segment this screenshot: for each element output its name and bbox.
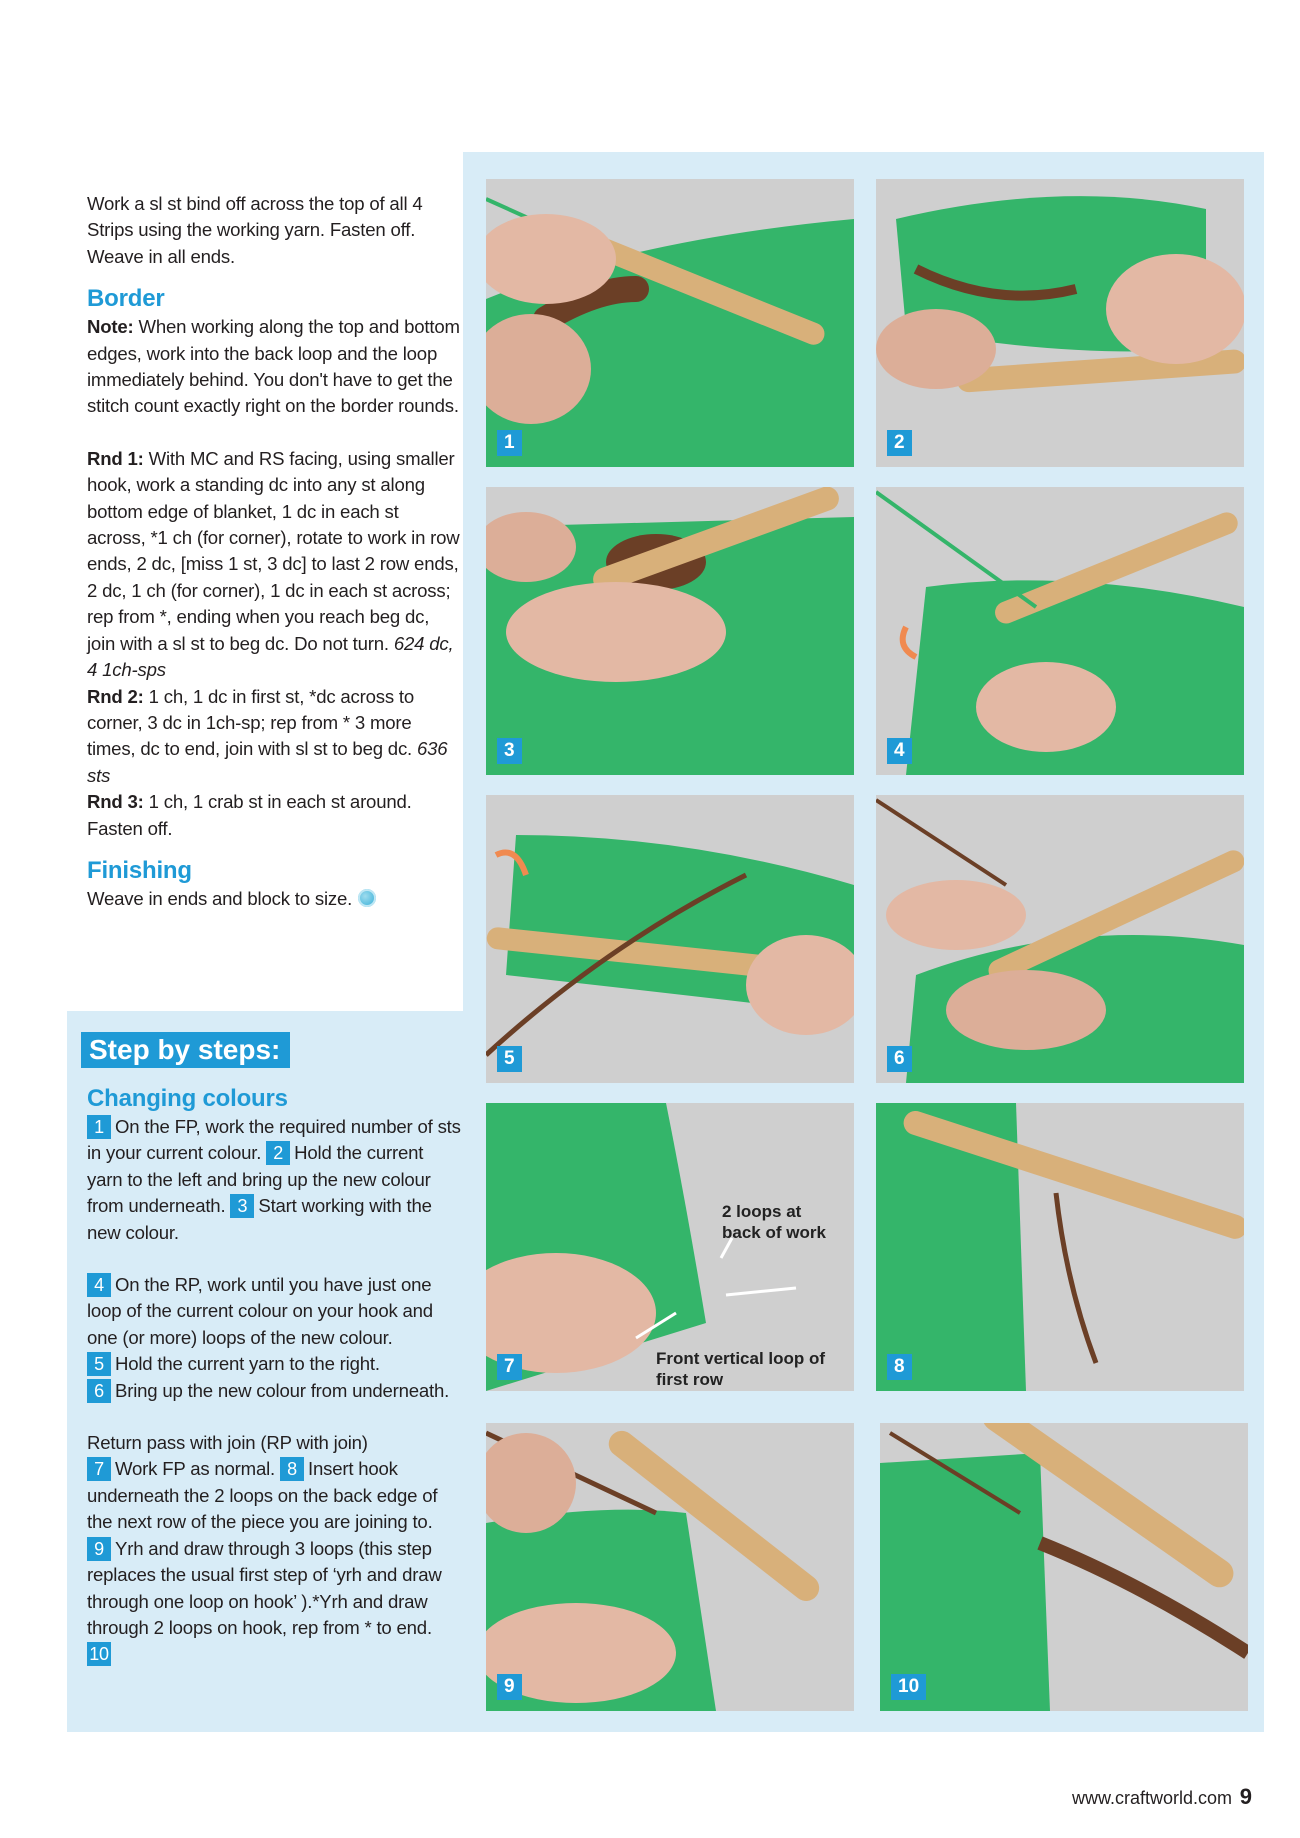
step-photo-3 bbox=[486, 487, 854, 775]
crochet-photo-illustration bbox=[486, 179, 854, 467]
step-photo-9 bbox=[486, 1423, 854, 1711]
step-photo-1 bbox=[486, 179, 854, 467]
crochet-photo-illustration bbox=[486, 1423, 854, 1711]
step-number-badge: 1 bbox=[87, 1115, 111, 1139]
crochet-photo-illustration bbox=[876, 1103, 1244, 1391]
yarn-ball-icon bbox=[358, 889, 376, 907]
step-number-badge: 3 bbox=[230, 1194, 254, 1218]
step-photo-4 bbox=[876, 487, 1244, 775]
steps-text-column bbox=[87, 1084, 462, 1668]
step-photo-6 bbox=[876, 795, 1244, 1083]
step-number-badge: 5 bbox=[87, 1352, 111, 1376]
step-number-badge: 8 bbox=[280, 1457, 304, 1481]
crochet-photo-illustration bbox=[486, 487, 854, 775]
callout-front-vertical-loop: Front vertical loop of first row bbox=[656, 1349, 826, 1389]
steps-paragraph-1: 1 On the FP, work the required number of sts in your current colour. 2 Hold the current yarn to the left and bring up the new colour from underneath. 3 Start working with the new colour. bbox=[87, 1116, 461, 1243]
step-number-badge: 6 bbox=[87, 1379, 111, 1403]
step-photo-10 bbox=[880, 1423, 1248, 1711]
round-3: Rnd 3: 1 ch, 1 crab st in each st around. Fasten off. bbox=[87, 791, 412, 839]
steps-paragraph-2: 4 On the RP, work until you have just one loop of the current colour on your hook and one (or more) loops of the new colour. 5 Hold the current yarn to the right. 6 Bring up the new colour from underneath. bbox=[87, 1274, 450, 1401]
intro-paragraph: Work a sl st bind off across the top of all 4 Strips using the working yarn. Fasten off. Weave in all ends. bbox=[87, 193, 423, 267]
step-photo-2 bbox=[876, 179, 1244, 467]
footer-url: www.craftworld.com bbox=[1071, 1788, 1232, 1808]
steps-paragraph-3: 7 Work FP as normal. 8 Insert hook underneath the 2 loops on the back edge of the next row of the piece you are joining to. 9 Yrh and draw through 3 loops (this step replaces the usual first step of ‘yrh and draw through one loop on hook’ ).*Yrh and draw through 2 loops on hook, rep from * to end. 10 bbox=[87, 1458, 442, 1665]
step-photo-8 bbox=[876, 1103, 1244, 1391]
pattern-text-column bbox=[87, 191, 462, 912]
finishing-text: Weave in ends and block to size. bbox=[87, 886, 462, 912]
finishing-heading: Finishing bbox=[87, 856, 192, 884]
steps-title: Step by steps: bbox=[81, 1032, 290, 1068]
photo-number-badge: 5 bbox=[497, 1046, 522, 1072]
photo-number-badge: 7 bbox=[497, 1354, 522, 1380]
crochet-photo-illustration bbox=[876, 795, 1244, 1083]
step-number-badge: 4 bbox=[87, 1273, 111, 1297]
step-number-badge: 7 bbox=[87, 1457, 111, 1481]
photo-number-badge: 3 bbox=[497, 738, 522, 764]
photo-number-badge: 10 bbox=[891, 1674, 926, 1700]
callout-back-loops: 2 loops at back of work bbox=[722, 1202, 826, 1242]
photo-number-badge: 4 bbox=[887, 738, 912, 764]
border-note: Note: When working along the top and bottom edges, work into the back loop and the loop immediately behind. You don't have to get the stitch count exactly right on the border rounds. bbox=[87, 316, 460, 417]
border-heading: Border bbox=[87, 285, 165, 313]
round-1: Rnd 1: With MC and RS facing, using smaller hook, work a standing dc into any st along bottom edge of blanket, 1 dc in each st across, *1 ch (for corner), rotate to work in row ends, 2 dc, [miss 1 st, 3 dc] to last 2 row ends, 2 dc, 1 ch (for corner), 1 dc in each st across; rep from *, ending when you reach beg dc, join with a sl st to beg dc. Do not turn. 624 dc, 4 1ch-sps bbox=[87, 447, 460, 681]
steps-paragraph-3-intro: Return pass with join (RP with join) bbox=[87, 1432, 368, 1454]
round-2: Rnd 2: 1 ch, 1 dc in first st, *dc across to corner, 3 dc in 1ch-sp; rep from * 3 more times, dc to end, join with sl st to beg dc. 636 sts bbox=[87, 685, 448, 786]
changing-colours-heading: Changing colours bbox=[87, 1085, 288, 1112]
photo-number-badge: 8 bbox=[887, 1354, 912, 1380]
crochet-photo-illustration bbox=[876, 487, 1244, 775]
photo-number-badge: 6 bbox=[887, 1046, 912, 1072]
crochet-photo-illustration bbox=[486, 795, 854, 1083]
photo-number-badge: 1 bbox=[497, 430, 522, 456]
step-number-badge: 9 bbox=[87, 1537, 111, 1561]
page-number: 9 bbox=[1239, 1784, 1252, 1809]
step-photo-5 bbox=[486, 795, 854, 1083]
photo-number-badge: 9 bbox=[497, 1674, 522, 1700]
crochet-photo-illustration bbox=[880, 1423, 1248, 1711]
crochet-photo-illustration bbox=[876, 179, 1244, 467]
step-number-badge: 10 bbox=[87, 1642, 111, 1666]
photo-number-badge: 2 bbox=[887, 430, 912, 456]
step-number-badge: 2 bbox=[266, 1141, 290, 1165]
step-photo-7 bbox=[486, 1103, 854, 1391]
